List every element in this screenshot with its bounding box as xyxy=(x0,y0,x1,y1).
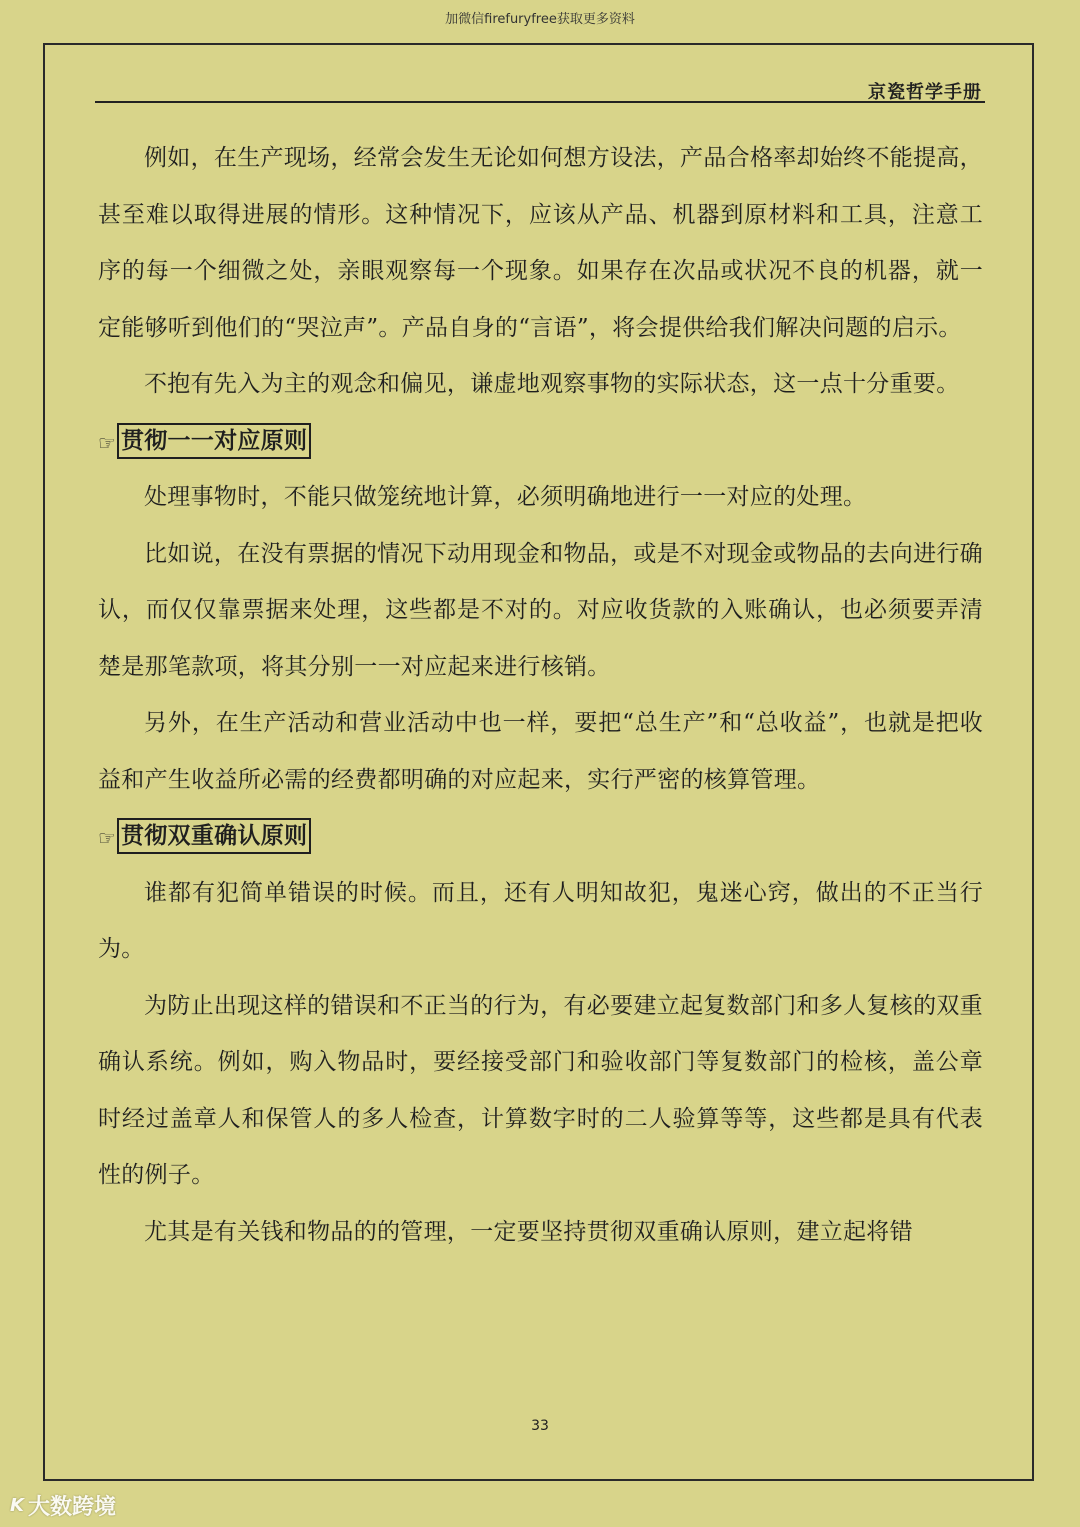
top-note: 加微信firefuryfree获取更多资料 xyxy=(445,12,635,27)
section-heading xyxy=(98,413,983,470)
header-rule xyxy=(95,101,985,103)
section-heading-text: 贯彻一一对应原则 xyxy=(117,423,311,459)
pointing-hand-icon: ☞ xyxy=(98,826,116,851)
running-header-title: 京瓷哲学手册 xyxy=(868,82,982,103)
paragraph: 为防止出现这样的错误和不正当的行为，有必要建立起复数部门和多人复核的双重确认系统。例如，购入物品时，要经接受部门和验收部门等复数部门的检核，盖公章时经过盖章人和保管人的多人检查，计算数字时的二人验算等等，这些都是具有代表性的例子。 xyxy=(98,992,983,1188)
paragraph: 不抱有先入为主的观念和偏见，谦虚地观察事物的实际状态，这一点十分重要。 xyxy=(144,371,960,397)
paragraph: 例如，在生产现场，经常会发生无论如何想方设法，产品合格率却始终不能提高，甚至难以取得进展的情形。这种情况下，应该从产品、机器到原材料和工具，注意工序的每一个细微之处，亲眼观察每一个现象。如果存在次品或状况不良的机器，就一定能够听到他们的“哭泣声”。产品自身的“言语”，将会提供给我们解决问题的启示。 xyxy=(98,145,983,341)
page-number: 33 xyxy=(531,1418,549,1434)
page-body xyxy=(98,130,983,1260)
paragraph: 比如说，在没有票据的情况下动用现金和物品，或是不对现金或物品的去向进行确认，而仅仅靠票据来处理，这些都是不对的。对应收货款的入账确认，也必须要弄清楚是那笔款项，将其分别一一对应起来进行核销。 xyxy=(98,540,983,680)
paragraph: 尤其是有关钱和物品的的管理，一定要坚持贯彻双重确认原则，建立起将错 xyxy=(144,1218,913,1245)
paragraph: 另外，在生产活动和营业活动中也一样，要把“总生产”和“总收益”，也就是把收益和产生收益所必需的经费都明确的对应起来，实行严密的核算管理。 xyxy=(98,710,983,793)
pointing-hand-icon: ☞ xyxy=(98,430,116,455)
paragraph: 谁都有犯简单错误的时候。而且，还有人明知故犯，鬼迷心窍，做出的不正当行为。 xyxy=(98,879,983,962)
watermark-logo-icon: K xyxy=(10,1495,24,1516)
section-heading xyxy=(98,808,983,865)
paragraph: 处理事物时，不能只做笼统地计算，必须明确地进行一一对应的处理。 xyxy=(144,484,867,510)
watermark-text: 大数跨境 xyxy=(27,1495,116,1520)
section-heading-text: 贯彻双重确认原则 xyxy=(117,818,311,854)
watermark xyxy=(10,1490,116,1521)
